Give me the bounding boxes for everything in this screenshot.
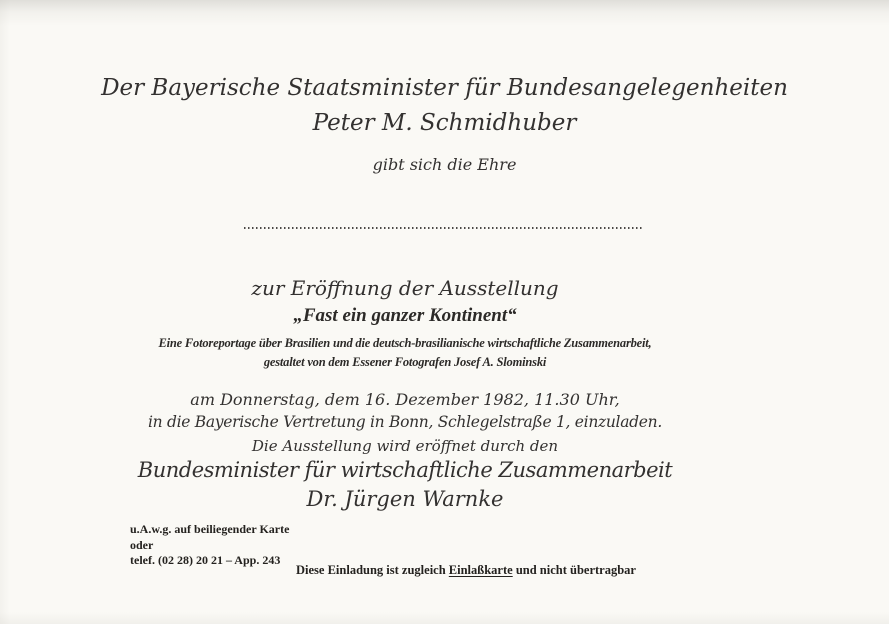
host-name: Peter M. Schmidhuber <box>312 110 577 136</box>
admission-note-suffix: und nicht übertragbar <box>512 563 636 577</box>
honor-phrase: gibt sich die Ehre <box>372 155 517 174</box>
admission-note <box>296 563 636 578</box>
rsvp-block <box>130 522 289 569</box>
exhibition-title: „Fast ein ganzer Kontinent“ <box>293 305 517 326</box>
minister-title: Bundesminister für wirtschaftliche Zusammenarbeit <box>137 458 673 482</box>
minister-name: Dr. Jürgen Warnke <box>306 487 504 511</box>
rsvp-line-3: telef. (02 28) 20 21 – App. 243 <box>130 553 281 567</box>
event-date-line: am Donnerstag, dem 16. Dezember 1982, 11.30 Uhr, <box>190 390 620 409</box>
occasion-line: zur Eröffnung der Ausstellung <box>251 276 559 300</box>
dotted-separator <box>244 227 644 229</box>
admission-note-prefix: Diese Einladung ist zugleich <box>296 563 449 577</box>
exhibition-description-line1: Eine Fotoreportage über Brasilien und die deutsch-brasilianische wirtschaftliche Zusammenarbeit, <box>158 336 652 350</box>
exhibition-description-line2: gestaltet von dem Essener Fotografen Josef A. Slominski <box>263 355 547 369</box>
admission-note-underlined: Einlaßkarte <box>448 563 513 577</box>
host-title: Der Bayerische Staatsminister für Bundesangelegenheiten <box>101 75 788 101</box>
rsvp-line-2: oder <box>130 537 154 552</box>
rsvp-line-1: u.A.w.g. auf beiliegender Karte <box>130 522 290 536</box>
opening-by-line: Die Ausstellung wird eröffnet durch den <box>251 437 559 455</box>
event-location-line: in die Bayerische Vertretung in Bonn, Schlegelstraße 1, einzuladen. <box>148 413 662 431</box>
